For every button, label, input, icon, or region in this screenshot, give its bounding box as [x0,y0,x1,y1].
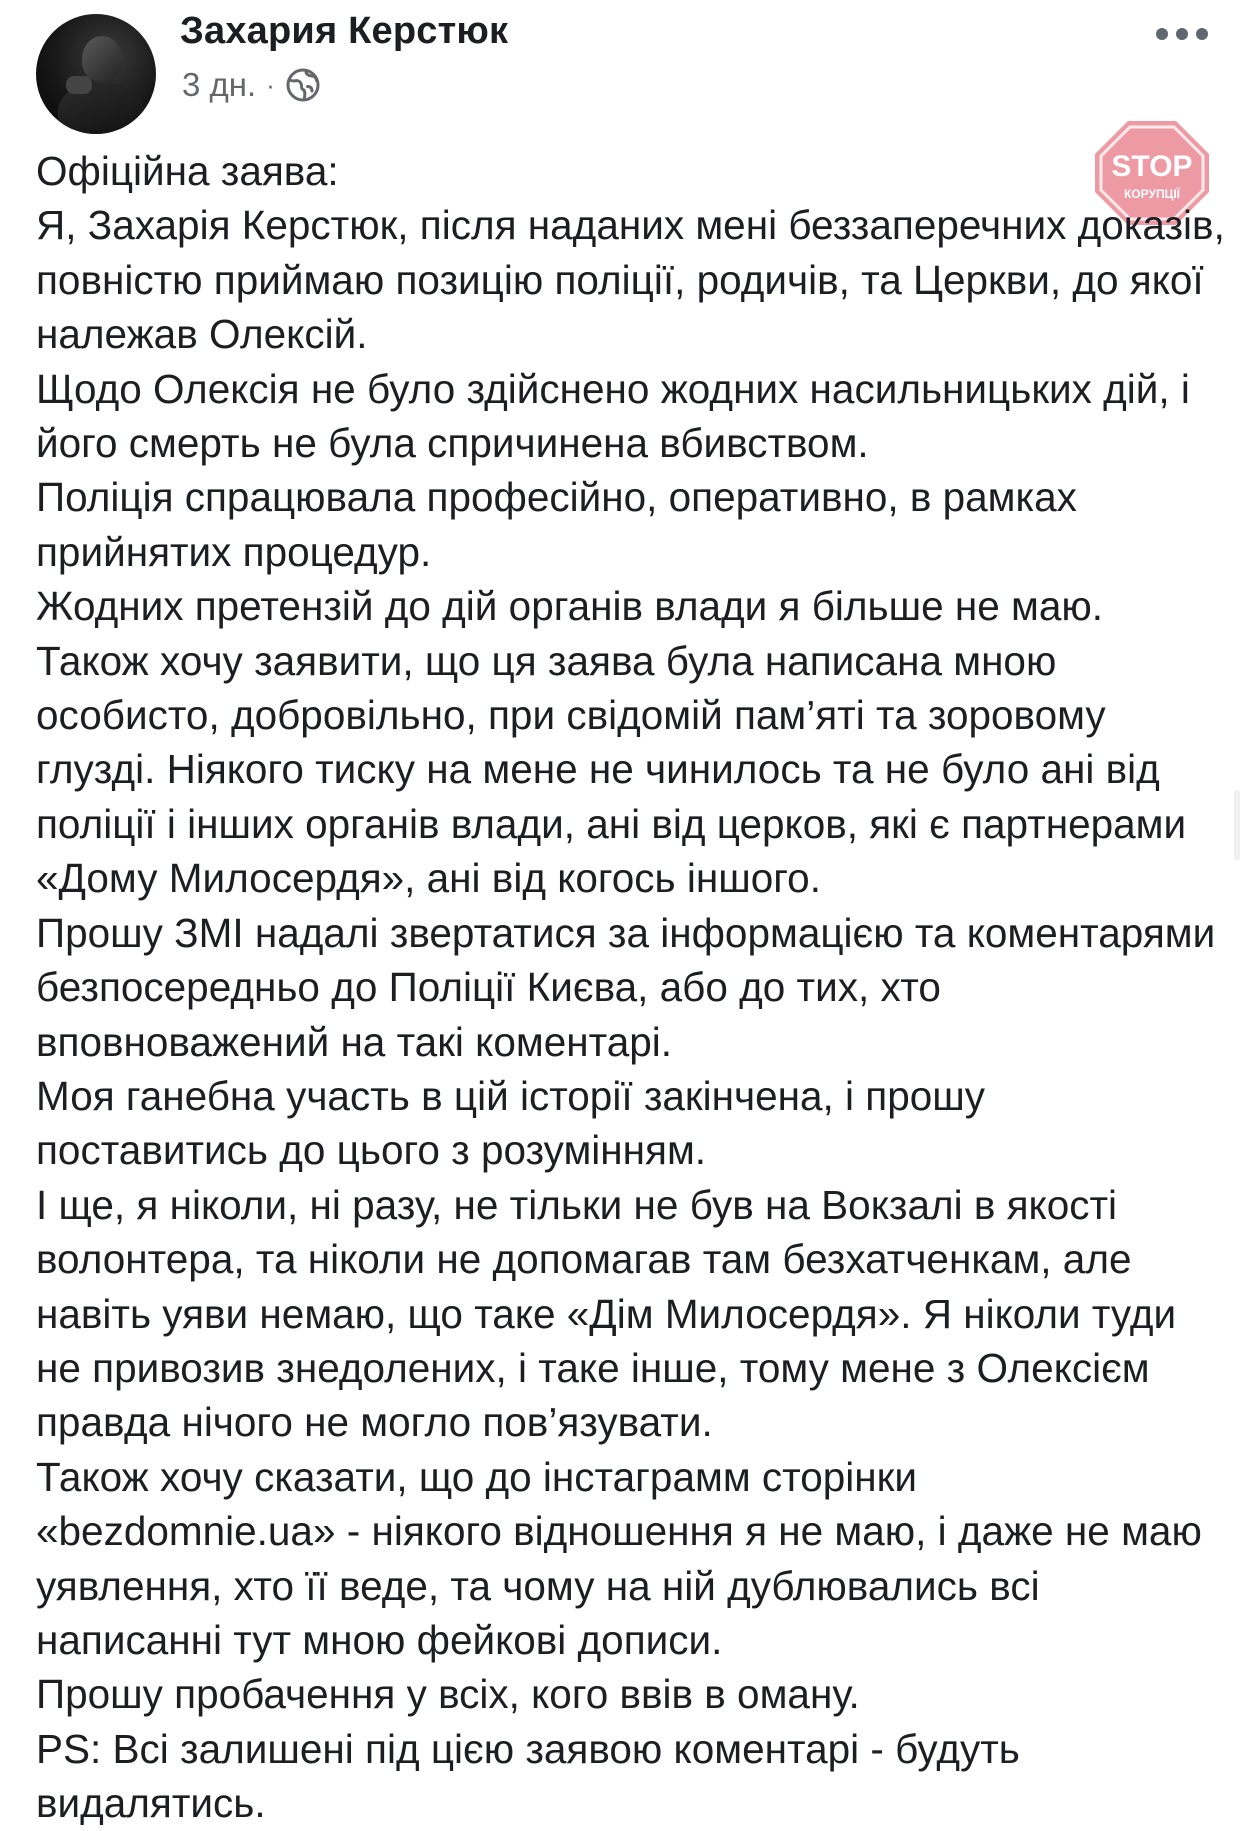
post-meta [182,66,321,104]
stamp-text-top: STOP [1111,150,1193,183]
scroll-edge [1234,790,1240,860]
more-options-icon[interactable] [1156,28,1208,40]
post-timestamp[interactable]: 3 дн. [182,66,257,103]
author-avatar[interactable] [36,14,156,134]
globe-icon[interactable] [285,67,321,103]
meta-separator: · [266,69,275,100]
author-name[interactable]: Захария Керстюк [180,10,509,52]
avatar-figure-head [82,36,122,82]
stamp-text-bottom: КОРУПЦІЇ [1123,187,1181,201]
avatar-figure-hand [66,76,92,94]
post-body-text: Офіційна заява: Я, Захарія Керстюк, після наданих мені беззаперечних доказів, повністю приймаю позицію поліції, родичів, та Церкви, до якої належав Олексій. Щодо Олексія не було здійснено жодних насильницьких дій, і його смерть не була спричинена вбивством. Поліція спрацювала професійно, оперативно, в рамках прийнятих процедур. Жодних претензій до дій органів влади я більше не маю. Також хочу заявити, що ця заява була написана мною особисто, добровільно, при свідомій пам’яті та зоровому глузді. Ніякого тиску на мене не чинилось та не було ані від поліції і інших органів влади, ані від церков, які є партнерами «Дому Милосердя», ані від когось іншого. Прошу ЗМІ надалі звертатися за інформацією та коментарями безпосередньо до Поліції Києва, або до тих, хто вповноважений на такі коментарі. Моя ганебна участь в цій історії закінчена, і прошу поставитись до цього з розумінням. І ще, я ніколи, ні разу, не тільки не був на Вокзалі в якості волонтера, та ніколи не допомагав там безхатченкам, але навіть уяви немаю, що таке «Дім Милосердя». Я ніколи туди не привозив знедолених, і таке інше, тому мене з Олексієм правда нічого не могло пов’язувати. Також хочу сказати, що до інстаграмм сторінки «bezdomnie.ua» - ніякого відношення я не маю, і даже не маю уявлення, хто її веде, та чому на ній дублювались всі написанні тут мною фейкові дописи. Прошу пробачення у всіх, кого ввів в оману. PS: Всі залишені під цією заявою коментарі - будуть видалятись. [36,148,1225,1827]
